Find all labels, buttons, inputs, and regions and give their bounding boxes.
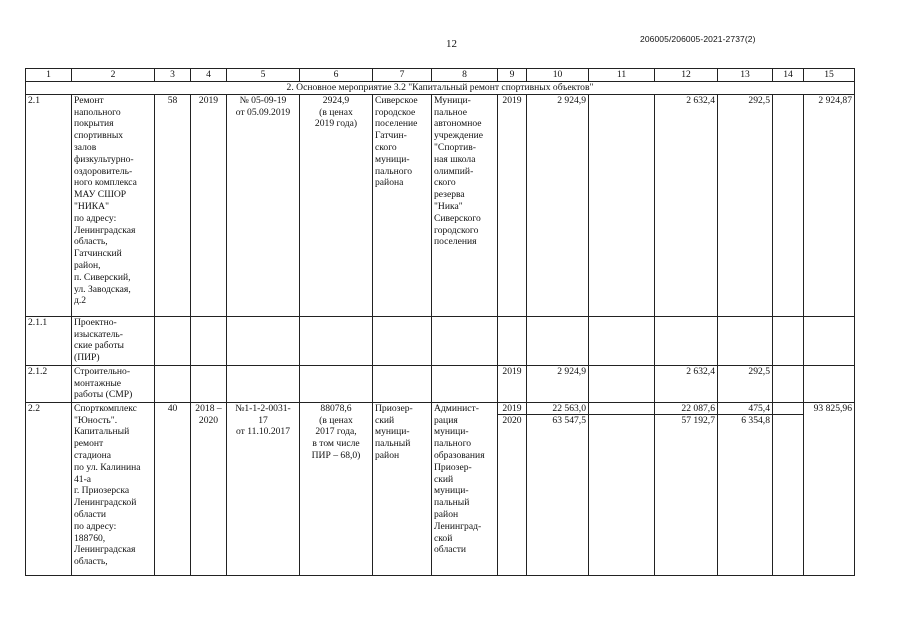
fin-year-2019: 2019 — [498, 403, 526, 415]
cell-regional — [655, 402, 718, 575]
cell-cost: 88078,6 (в ценах 2017 года, в том числе ПИР – 68,0) — [300, 402, 373, 575]
cell-col3: 58 — [155, 94, 191, 316]
table-row — [26, 94, 855, 316]
table-row — [26, 402, 855, 575]
page-number: 12 — [446, 38, 457, 50]
col-number: 11 — [589, 69, 655, 82]
cell-municipality: Приозер- ский муници- пальный район — [373, 402, 432, 575]
object-name: Спорткомплекс "Юность". Капитальный ремонт стадиона по ул. Калинина 41-а г. Приозерска Ленинградской области по адресу: 188760, Ленинградская область, — [72, 402, 155, 575]
col-number: 4 — [191, 69, 227, 82]
document-id: 206005/206005-2021-2737(2) — [640, 34, 756, 44]
col-number: 5 — [227, 69, 300, 82]
col-number: 2 — [72, 69, 155, 82]
col-number: 3 — [155, 69, 191, 82]
section-title-row — [26, 82, 855, 95]
cell-col15: 2 924,87 — [804, 94, 855, 316]
total-2019: 22 563,0 — [527, 403, 588, 415]
col-number: 7 — [373, 69, 432, 82]
fin-year-2020: 2020 — [502, 414, 522, 426]
cell-total: 2 924,9 — [527, 94, 589, 316]
local-2020: 6 354,8 — [741, 414, 770, 426]
cell-col14 — [773, 402, 804, 575]
table-row — [26, 316, 855, 365]
cell-customer: Админист- рация муници- пального образования Приозер- ский муници- пальный район Ленинград- ской области — [432, 402, 498, 575]
row-number: 2.1.2 — [26, 365, 72, 402]
cell-local — [718, 402, 773, 575]
cell-fin-year: 2019 — [498, 94, 527, 316]
cell-fin-year — [498, 402, 527, 575]
col-number: 13 — [718, 69, 773, 82]
col-number: 14 — [773, 69, 804, 82]
col-number: 1 — [26, 69, 72, 82]
cell-total: 2 924,9 — [527, 365, 589, 402]
cell-year: 2018 – 2020 — [191, 402, 227, 575]
cell-regional: 2 632,4 — [655, 94, 718, 316]
column-number-row — [26, 69, 855, 82]
cell-col14 — [773, 94, 804, 316]
cell-total — [527, 402, 589, 575]
program-table — [25, 68, 855, 576]
table-row — [26, 365, 855, 402]
row-number: 2.1.1 — [26, 316, 72, 365]
total-2020: 63 547,5 — [552, 414, 586, 426]
cell-col11 — [589, 402, 655, 575]
regional-2020: 57 192,7 — [681, 414, 715, 426]
col-number: 8 — [432, 69, 498, 82]
col-number: 12 — [655, 69, 718, 82]
cell-fin-year: 2019 — [498, 365, 527, 402]
cell-approval: № 05-09-19 от 05.09.2019 — [227, 94, 300, 316]
col-number: 9 — [498, 69, 527, 82]
cell-local: 292,5 — [718, 365, 773, 402]
col-number: 10 — [527, 69, 589, 82]
cell-local: 292,5 — [718, 94, 773, 316]
local-2019: 475,4 — [718, 403, 772, 415]
cell-col3: 40 — [155, 402, 191, 575]
object-name: Проектно- изыскатель- ские работы (ПИР) — [72, 316, 155, 365]
object-name: Ремонт напольного покрытия спортивных залов физкультурно- оздоровитель- ного комплекса МАУ СШОР "НИКА" по адресу: Ленинградская область, Гатчинский район, п. Сиверский, ул. Заводская, д.2 — [72, 94, 155, 316]
cell-col11 — [589, 94, 655, 316]
cell-cost: 2924,9 (в ценах 2019 года) — [300, 94, 373, 316]
cell-regional: 2 632,4 — [655, 365, 718, 402]
cell-municipality: Сиверское городское поселение Гатчин- ского муници- пального района — [373, 94, 432, 316]
section-title: 2. Основное мероприятие 3.2 "Капитальный ремонт спортивных объектов" — [26, 82, 855, 95]
cell-approval: №1-1-2-0031- 17 от 11.10.2017 — [227, 402, 300, 575]
regional-2019: 22 087,6 — [655, 403, 717, 415]
col-number: 15 — [804, 69, 855, 82]
object-name: Строительно- монтажные работы (СМР) — [72, 365, 155, 402]
cell-customer: Муници- пальное автономное учреждение "Спортив- ная школа олимпий- ского резерва "Ника" Сиверского городского поселения — [432, 94, 498, 316]
row-number: 2.1 — [26, 94, 72, 316]
col-number: 6 — [300, 69, 373, 82]
cell-year: 2019 — [191, 94, 227, 316]
cell-col15: 93 825,96 — [804, 402, 855, 575]
row-number: 2.2 — [26, 402, 72, 575]
